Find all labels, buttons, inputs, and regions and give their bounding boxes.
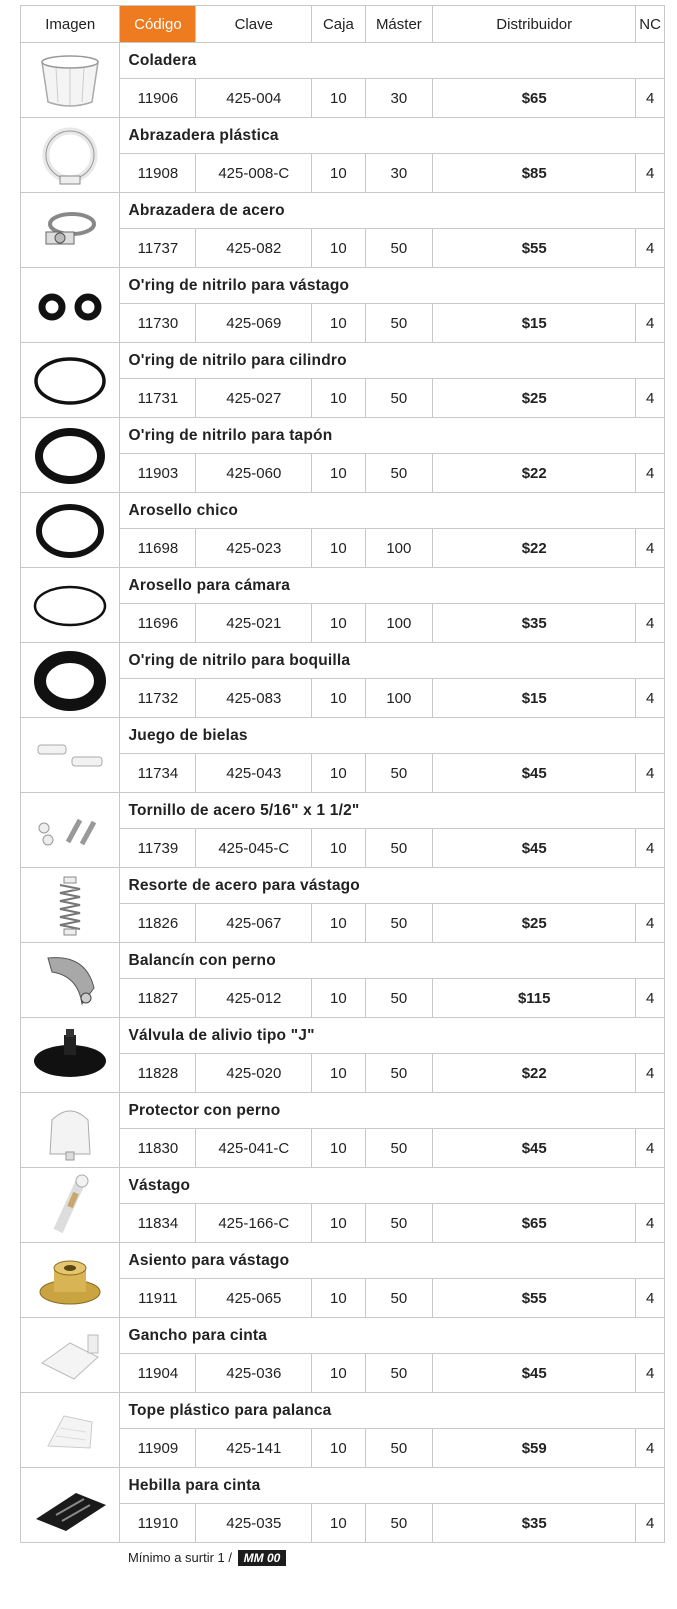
header-imagen: Imagen [21, 6, 120, 43]
master-cell: 100 [365, 529, 433, 568]
codigo-cell: 11910 [120, 1504, 196, 1543]
nc-cell: 4 [636, 904, 665, 943]
product-name-row [21, 268, 665, 304]
nc-cell: 4 [636, 979, 665, 1018]
clave-cell: 425-065 [196, 1279, 312, 1318]
caja-cell: 10 [312, 904, 365, 943]
product-name-row [21, 1018, 665, 1054]
clave-cell: 425-083 [196, 679, 312, 718]
product-name: Protector con perno [120, 1093, 665, 1129]
price-cell: $65 [433, 79, 636, 118]
footer-row [21, 1543, 665, 1574]
clave-cell: 425-008-C [196, 154, 312, 193]
clave-cell: 425-023 [196, 529, 312, 568]
product-image [21, 1243, 120, 1318]
relief-valve-icon [30, 1023, 110, 1087]
master-cell: 50 [365, 979, 433, 1018]
clave-cell: 425-067 [196, 904, 312, 943]
nc-cell: 4 [636, 1129, 665, 1168]
product-list [21, 43, 665, 1543]
product-name-row [21, 718, 665, 754]
codigo-cell: 11904 [120, 1354, 196, 1393]
caja-cell: 10 [312, 1054, 365, 1093]
codigo-cell: 11730 [120, 304, 196, 343]
master-cell: 30 [365, 154, 433, 193]
nc-cell: 4 [636, 1204, 665, 1243]
small-seal-ring-icon [30, 498, 110, 562]
clave-cell: 425-060 [196, 454, 312, 493]
product-image [21, 1018, 120, 1093]
nc-cell: 4 [636, 304, 665, 343]
product-name: O'ring de nitrilo para vástago [120, 268, 665, 304]
product-image [21, 193, 120, 268]
codigo-cell: 11828 [120, 1054, 196, 1093]
caja-cell: 10 [312, 604, 365, 643]
product-table [20, 5, 665, 1573]
caja-cell: 10 [312, 1429, 365, 1468]
nozzle-oring-icon [30, 648, 110, 712]
product-name: Arosello para cámara [120, 568, 665, 604]
caja-cell: 10 [312, 679, 365, 718]
product-name-row [21, 1393, 665, 1429]
codigo-cell: 11908 [120, 154, 196, 193]
product-name-row [21, 118, 665, 154]
product-image [21, 1093, 120, 1168]
master-cell: 100 [365, 679, 433, 718]
product-name-row [21, 1318, 665, 1354]
product-name: Vástago [120, 1168, 665, 1204]
clave-cell: 425-027 [196, 379, 312, 418]
header-distribuidor: Distribuidor [433, 6, 636, 43]
caja-cell: 10 [312, 754, 365, 793]
strap-hook-icon [30, 1323, 110, 1387]
product-name-row [21, 1168, 665, 1204]
product-name: Balancín con perno [120, 943, 665, 979]
product-name-row [21, 343, 665, 379]
thin-oring-icon [30, 348, 110, 412]
thick-oring-icon [30, 423, 110, 487]
product-image [21, 418, 120, 493]
codigo-cell: 11909 [120, 1429, 196, 1468]
caja-cell: 10 [312, 1129, 365, 1168]
codigo-cell: 11903 [120, 454, 196, 493]
product-image [21, 43, 120, 118]
product-name-row [21, 1468, 665, 1504]
codigo-cell: 11906 [120, 79, 196, 118]
nc-cell: 4 [636, 529, 665, 568]
product-name-row [21, 193, 665, 229]
product-image [21, 643, 120, 718]
product-image [21, 1393, 120, 1468]
caja-cell: 10 [312, 154, 365, 193]
product-image [21, 343, 120, 418]
product-image [21, 568, 120, 643]
master-cell: 50 [365, 454, 433, 493]
product-name: Abrazadera de acero [120, 193, 665, 229]
clave-cell: 425-043 [196, 754, 312, 793]
footer-text: Mínimo a surtir 1 / [127, 1550, 232, 1565]
master-cell: 50 [365, 1129, 433, 1168]
product-name-row [21, 1243, 665, 1279]
header-nc: NC [636, 6, 665, 43]
price-cell: $115 [433, 979, 636, 1018]
product-name: Tope plástico para palanca [120, 1393, 665, 1429]
product-name-row [21, 868, 665, 904]
caja-cell: 10 [312, 79, 365, 118]
clave-cell: 425-004 [196, 79, 312, 118]
caja-cell: 10 [312, 379, 365, 418]
header-caja: Caja [312, 6, 365, 43]
price-cell: $22 [433, 529, 636, 568]
product-name-row [21, 793, 665, 829]
product-name: Juego de bielas [120, 718, 665, 754]
connecting-rods-icon [30, 723, 110, 787]
product-name: Gancho para cinta [120, 1318, 665, 1354]
product-image [21, 1318, 120, 1393]
clave-cell: 425-012 [196, 979, 312, 1018]
codigo-cell: 11826 [120, 904, 196, 943]
clave-cell: 425-035 [196, 1504, 312, 1543]
codigo-cell: 11911 [120, 1279, 196, 1318]
master-cell: 50 [365, 904, 433, 943]
product-name: O'ring de nitrilo para cilindro [120, 343, 665, 379]
master-cell: 50 [365, 1354, 433, 1393]
price-cell: $55 [433, 1279, 636, 1318]
caja-cell: 10 [312, 829, 365, 868]
product-name: Asiento para vástago [120, 1243, 665, 1279]
master-cell: 50 [365, 229, 433, 268]
nc-cell: 4 [636, 1429, 665, 1468]
caja-cell: 10 [312, 1504, 365, 1543]
caja-cell: 10 [312, 1279, 365, 1318]
product-name-row [21, 1093, 665, 1129]
product-image [21, 868, 120, 943]
plastic-clamp-icon [30, 123, 110, 187]
product-image [21, 268, 120, 343]
nc-cell: 4 [636, 154, 665, 193]
strap-buckle-icon [30, 1473, 110, 1537]
nc-cell: 4 [636, 379, 665, 418]
clave-cell: 425-020 [196, 1054, 312, 1093]
price-cell: $15 [433, 679, 636, 718]
price-cell: $35 [433, 604, 636, 643]
product-image [21, 943, 120, 1018]
rocker-arm-icon [30, 948, 110, 1012]
codigo-cell: 11830 [120, 1129, 196, 1168]
product-name-row [21, 43, 665, 79]
header-row [21, 6, 665, 43]
caja-cell: 10 [312, 454, 365, 493]
spring-icon [30, 873, 110, 937]
product-name-row [21, 493, 665, 529]
steel-clamp-icon [30, 198, 110, 262]
price-cell: $25 [433, 379, 636, 418]
product-name-row [21, 418, 665, 454]
product-name: Arosello chico [120, 493, 665, 529]
master-cell: 50 [365, 1204, 433, 1243]
strainer-icon [30, 48, 110, 112]
product-name: Abrazadera plástica [120, 118, 665, 154]
product-name: Válvula de alivio tipo "J" [120, 1018, 665, 1054]
caja-cell: 10 [312, 529, 365, 568]
codigo-cell: 11834 [120, 1204, 196, 1243]
clave-cell: 425-036 [196, 1354, 312, 1393]
product-image [21, 1468, 120, 1543]
price-cell: $22 [433, 454, 636, 493]
caja-cell: 10 [312, 979, 365, 1018]
product-image [21, 118, 120, 193]
nc-cell: 4 [636, 829, 665, 868]
codigo-cell: 11698 [120, 529, 196, 568]
nc-cell: 4 [636, 679, 665, 718]
nc-cell: 4 [636, 754, 665, 793]
price-cell: $55 [433, 229, 636, 268]
caja-cell: 10 [312, 1354, 365, 1393]
nc-cell: 4 [636, 454, 665, 493]
codigo-cell: 11731 [120, 379, 196, 418]
stem-icon [30, 1173, 110, 1237]
product-name: O'ring de nitrilo para boquilla [120, 643, 665, 679]
price-cell: $45 [433, 1354, 636, 1393]
nc-cell: 4 [636, 1054, 665, 1093]
product-name: Hebilla para cinta [120, 1468, 665, 1504]
product-image [21, 493, 120, 568]
master-cell: 50 [365, 1054, 433, 1093]
master-cell: 30 [365, 79, 433, 118]
product-name: Coladera [120, 43, 665, 79]
master-cell: 50 [365, 754, 433, 793]
product-name: O'ring de nitrilo para tapón [120, 418, 665, 454]
clave-cell: 425-021 [196, 604, 312, 643]
codigo-cell: 11739 [120, 829, 196, 868]
product-name-row [21, 568, 665, 604]
master-cell: 100 [365, 604, 433, 643]
caja-cell: 10 [312, 304, 365, 343]
header-clave: Clave [196, 6, 312, 43]
codigo-cell: 11827 [120, 979, 196, 1018]
price-cell: $59 [433, 1429, 636, 1468]
price-cell: $35 [433, 1504, 636, 1543]
price-cell: $25 [433, 904, 636, 943]
product-image [21, 1168, 120, 1243]
master-cell: 50 [365, 1504, 433, 1543]
product-name: Tornillo de acero 5/16" x 1 1/2" [120, 793, 665, 829]
master-cell: 50 [365, 1429, 433, 1468]
codigo-cell: 11732 [120, 679, 196, 718]
nc-cell: 4 [636, 1279, 665, 1318]
price-cell: $45 [433, 829, 636, 868]
footer-note [120, 1543, 665, 1574]
brass-seat-icon [30, 1248, 110, 1312]
price-cell: $15 [433, 304, 636, 343]
caja-cell: 10 [312, 229, 365, 268]
protector-icon [30, 1098, 110, 1162]
header-codigo[interactable]: Código [120, 6, 196, 43]
caja-cell: 10 [312, 1204, 365, 1243]
header-master: Máster [365, 6, 433, 43]
nc-cell: 4 [636, 79, 665, 118]
clave-cell: 425-166-C [196, 1204, 312, 1243]
nc-cell: 4 [636, 604, 665, 643]
nc-cell: 4 [636, 1354, 665, 1393]
price-cell: $85 [433, 154, 636, 193]
nc-cell: 4 [636, 229, 665, 268]
price-cell: $22 [433, 1054, 636, 1093]
footer-spacer [21, 1543, 120, 1574]
master-cell: 50 [365, 829, 433, 868]
master-cell: 50 [365, 1279, 433, 1318]
price-cell: $45 [433, 754, 636, 793]
screws-icon [30, 798, 110, 862]
codigo-cell: 11734 [120, 754, 196, 793]
price-cell: $65 [433, 1204, 636, 1243]
clave-cell: 425-082 [196, 229, 312, 268]
product-sheet [20, 5, 665, 1573]
master-cell: 50 [365, 379, 433, 418]
price-cell: $45 [433, 1129, 636, 1168]
clave-cell: 425-045-C [196, 829, 312, 868]
chamber-seal-ring-icon [30, 573, 110, 637]
codigo-cell: 11737 [120, 229, 196, 268]
product-name: Resorte de acero para vástago [120, 868, 665, 904]
master-cell: 50 [365, 304, 433, 343]
clave-cell: 425-041-C [196, 1129, 312, 1168]
lever-stop-icon [30, 1398, 110, 1462]
codigo-cell: 11696 [120, 604, 196, 643]
small-orings-icon [30, 273, 110, 337]
nc-cell: 4 [636, 1504, 665, 1543]
clave-cell: 425-069 [196, 304, 312, 343]
product-image [21, 718, 120, 793]
product-name-row [21, 943, 665, 979]
mm-badge: MM 00 [238, 1550, 287, 1566]
product-name-row [21, 643, 665, 679]
clave-cell: 425-141 [196, 1429, 312, 1468]
product-image [21, 793, 120, 868]
